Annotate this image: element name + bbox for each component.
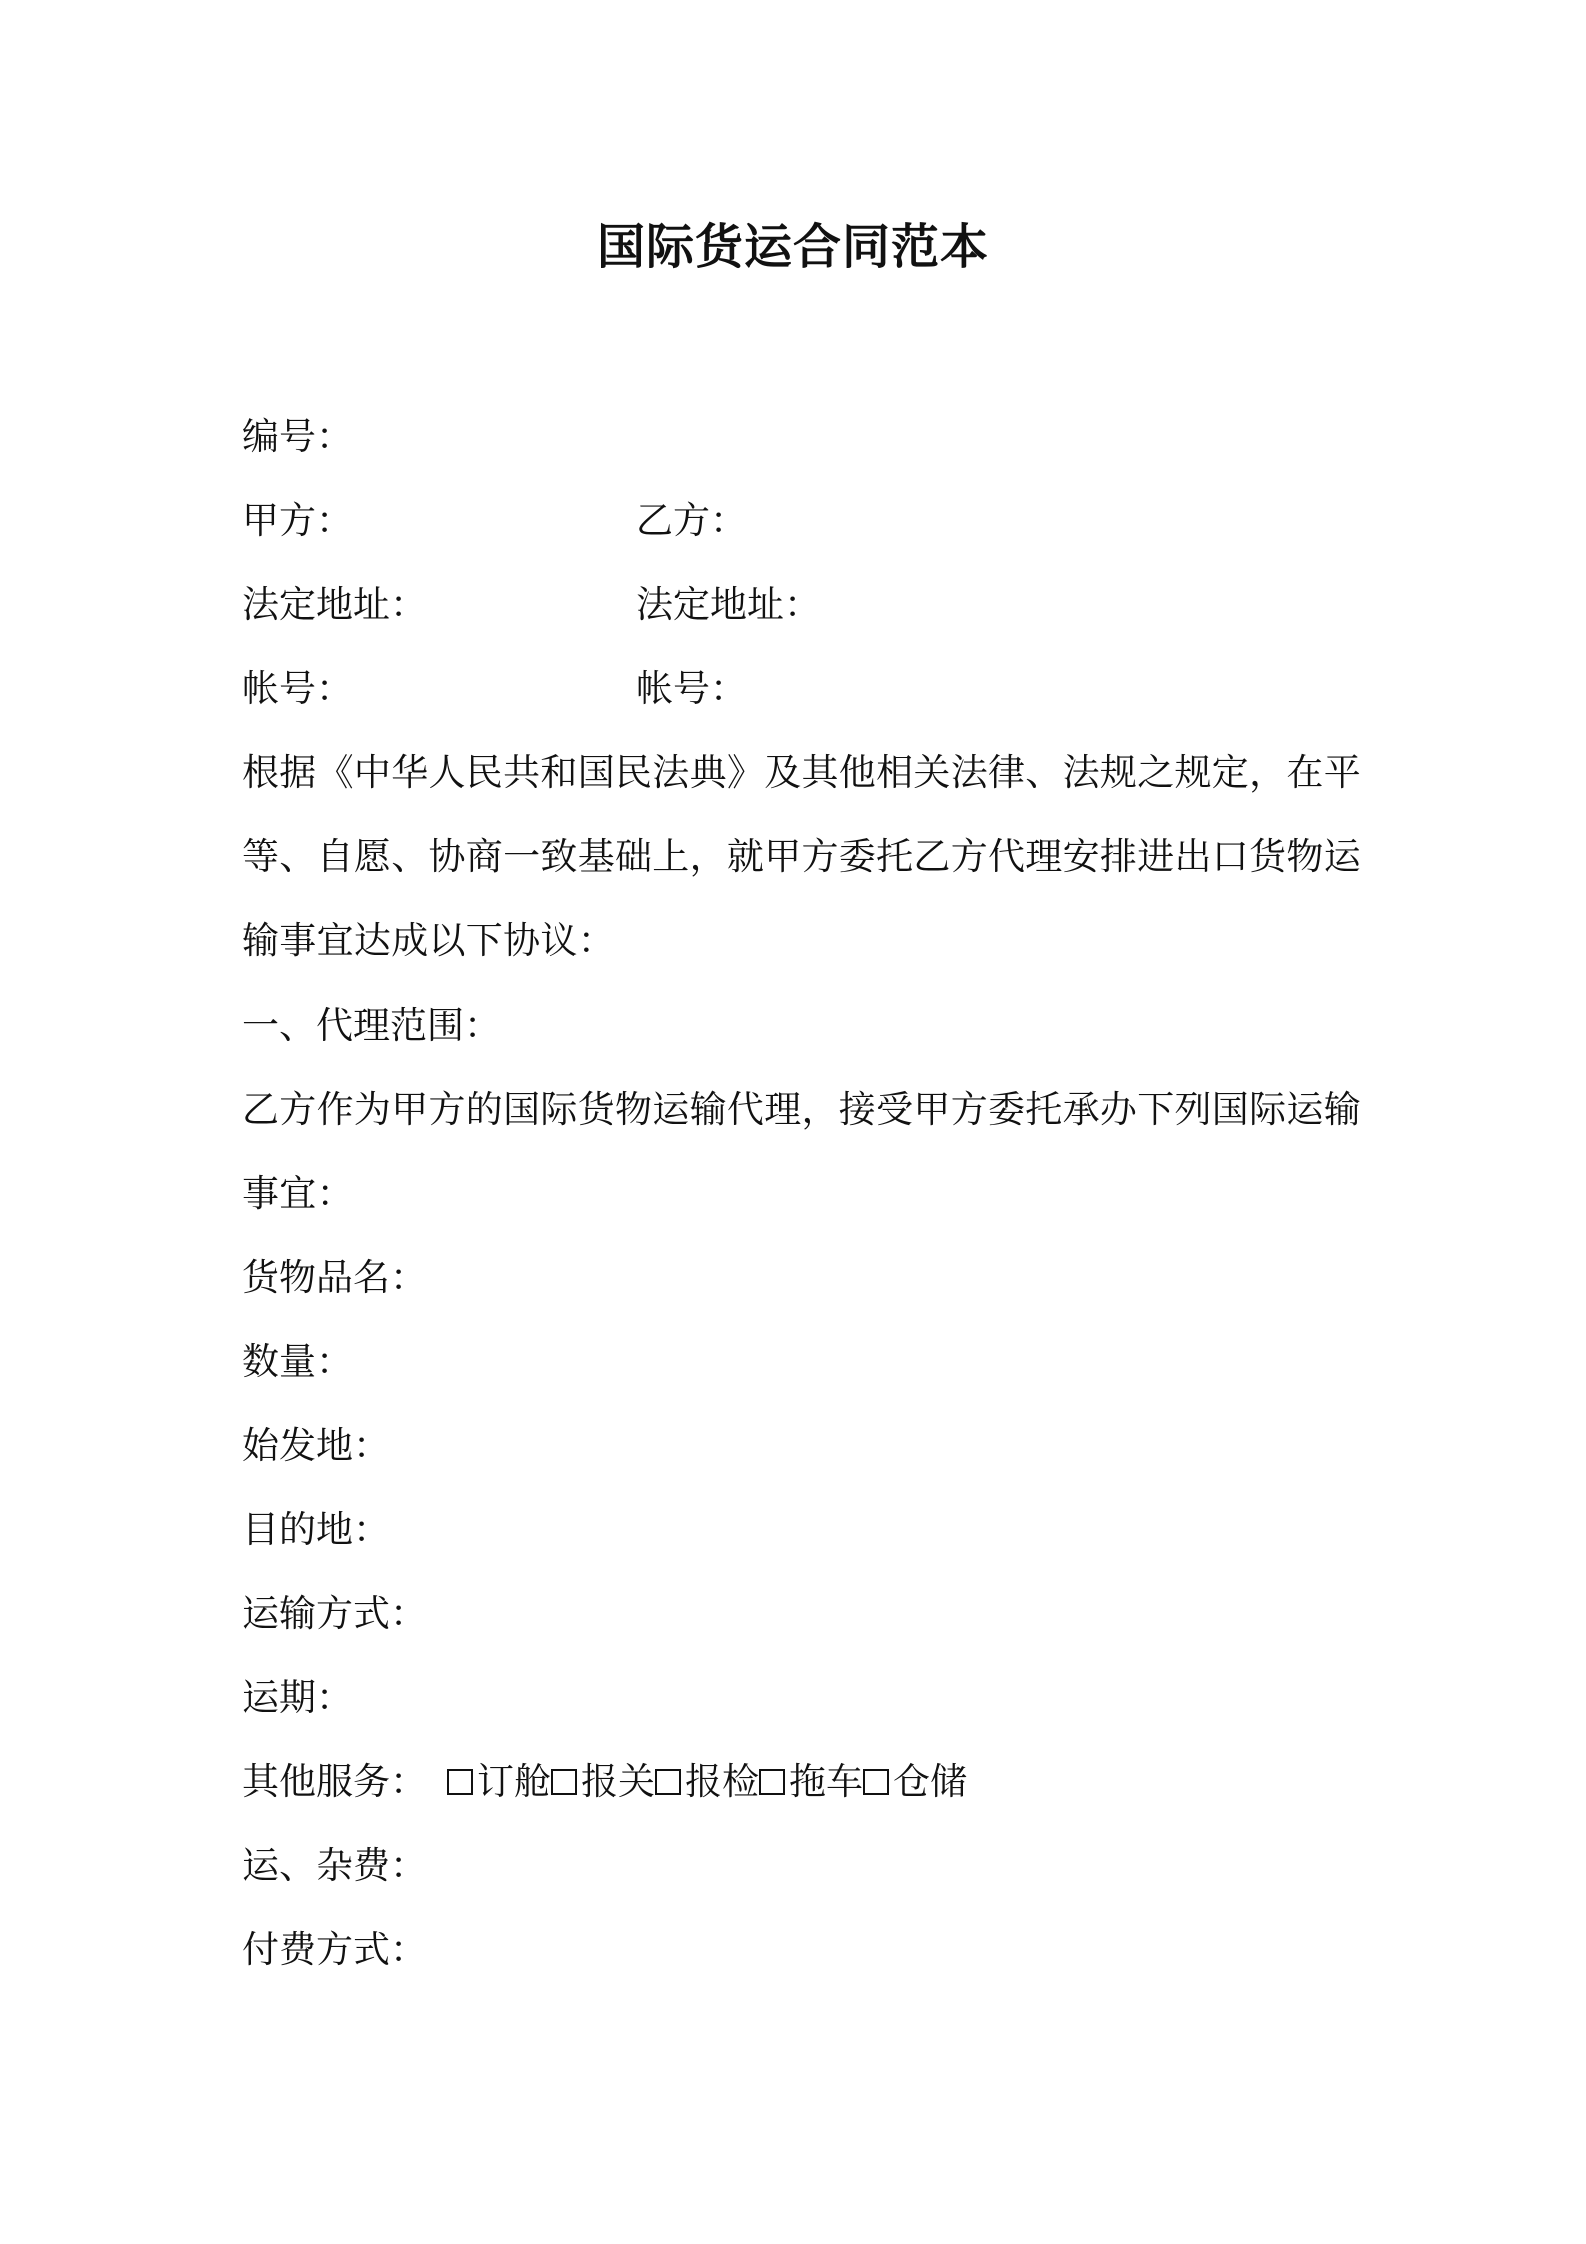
party-b-label: 乙方： <box>636 499 747 542</box>
service-booking <box>447 1757 551 1807</box>
payment-method-label: 付费方式： <box>242 1928 427 1971</box>
other-services-row <box>242 1757 967 1807</box>
warehousing-label: 仓储 <box>893 1760 967 1803</box>
intro-paragraph <box>242 731 1361 983</box>
booking-label: 订舱 <box>477 1760 551 1803</box>
service-trucking <box>759 1757 863 1807</box>
destination-label: 目的地： <box>242 1508 390 1551</box>
section-1-heading: 一、代理范围： <box>242 1004 501 1047</box>
booking-checkbox[interactable] <box>447 1769 473 1795</box>
quantity-label: 数量： <box>242 1340 353 1383</box>
transit-time-label: 运期： <box>242 1676 353 1719</box>
intro-line: 等、自愿、协商一致基础上，就甲方委托乙方代理安排进出口货物运 <box>242 835 1361 878</box>
goods-name-label: 货物品名： <box>242 1256 427 1299</box>
party-a-account-label: 帐号： <box>242 667 353 710</box>
intro-line: 输事宜达成以下协议： <box>242 919 615 962</box>
service-inspection <box>655 1757 759 1807</box>
service-customs <box>551 1757 655 1807</box>
inspection-checkbox[interactable] <box>655 1769 681 1795</box>
freight-label: 运、杂费： <box>242 1844 427 1887</box>
section-1-line: 乙方作为甲方的国际货物运输代理，接受甲方委托承办下列国际运输 <box>242 1088 1361 1131</box>
party-a-label: 甲方： <box>242 499 353 542</box>
section-1-paragraph <box>242 1068 1361 1236</box>
document-title: 国际货运合同范本 <box>596 219 989 275</box>
customs-label: 报关 <box>581 1760 655 1803</box>
warehousing-checkbox[interactable] <box>863 1769 889 1795</box>
party-a-address-label: 法定地址： <box>242 583 427 626</box>
service-warehousing <box>863 1757 967 1807</box>
other-services-label: 其他服务： <box>242 1760 427 1803</box>
customs-checkbox[interactable] <box>551 1769 577 1795</box>
intro-line: 根据《中华人民共和国民法典》及其他相关法律、法规之规定，在平 <box>242 751 1361 794</box>
section-1-line: 事宜： <box>242 1172 354 1215</box>
trucking-label: 拖车 <box>789 1760 863 1803</box>
trucking-checkbox[interactable] <box>759 1769 785 1795</box>
party-b-address-label: 法定地址： <box>636 583 821 626</box>
transport-mode-label: 运输方式： <box>242 1592 427 1635</box>
origin-label: 始发地： <box>242 1424 390 1467</box>
contract-number-label: 编号： <box>242 415 353 458</box>
inspection-label: 报检 <box>685 1760 759 1803</box>
party-b-account-label: 帐号： <box>636 667 747 710</box>
